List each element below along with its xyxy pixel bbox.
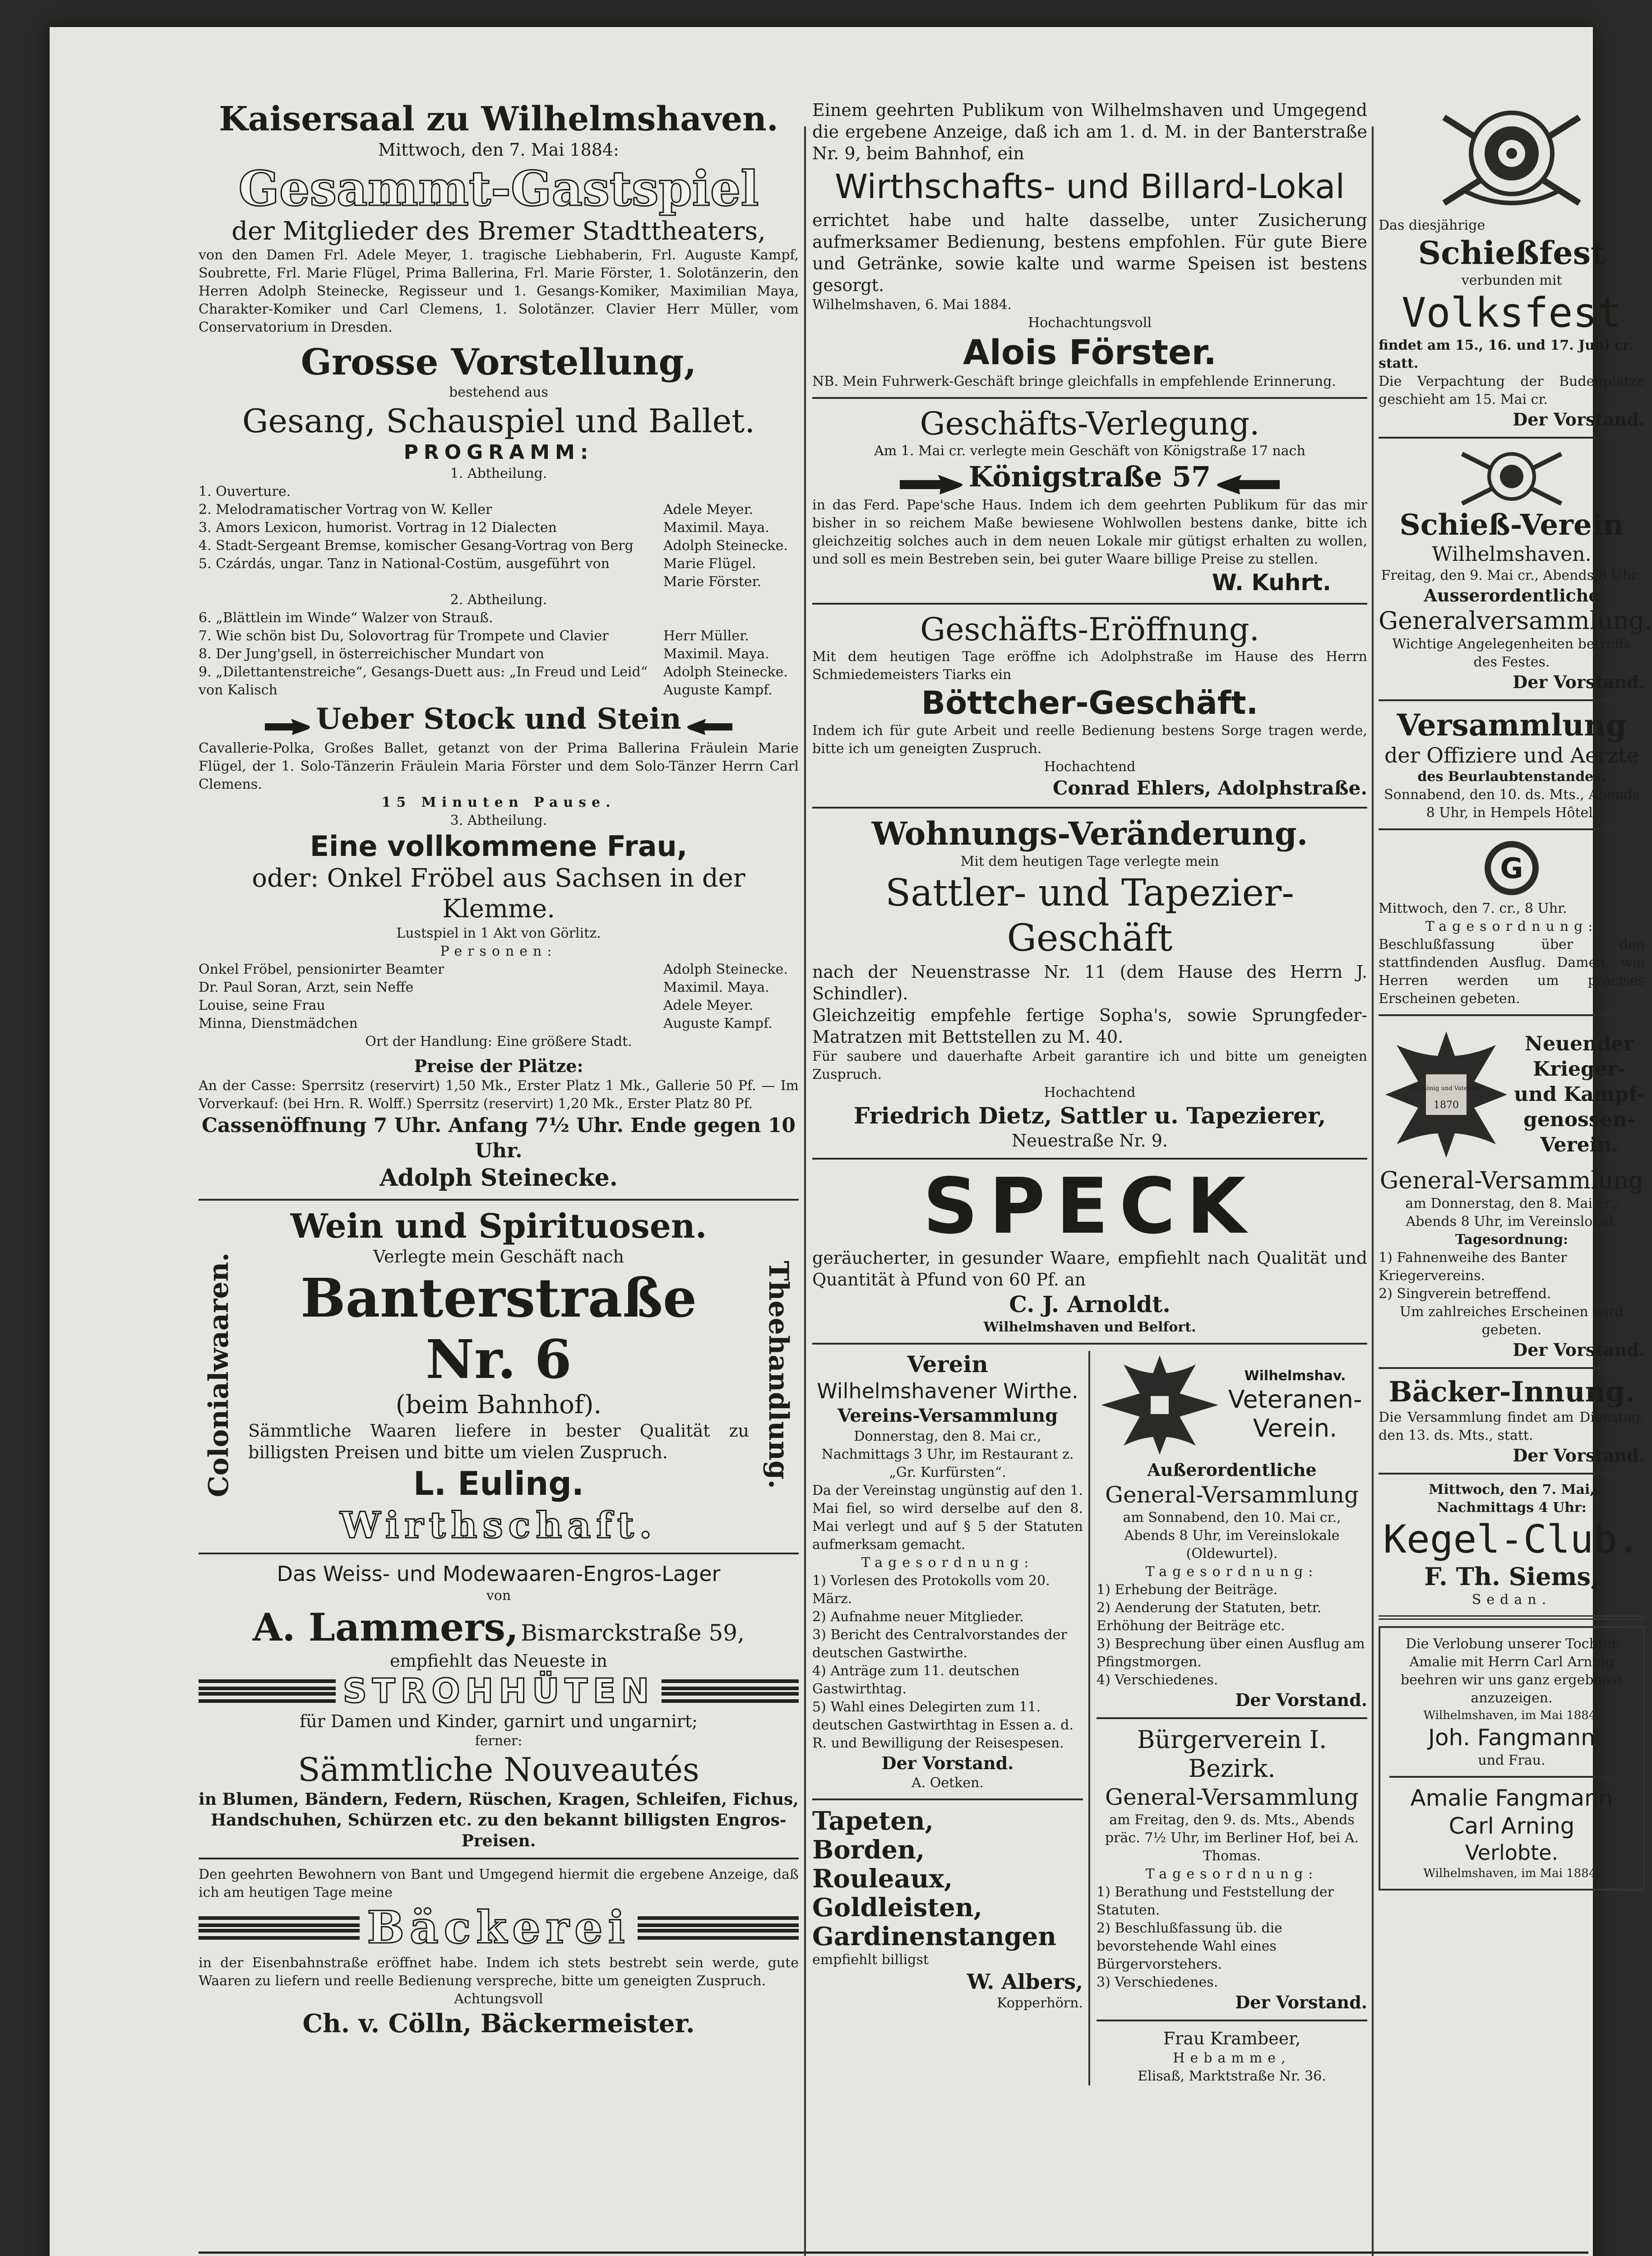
divider bbox=[199, 1858, 799, 1859]
verlegung-text1: Am 1. Mai cr. verlegte mein Geschäft von Königstraße 17 nach bbox=[874, 443, 1305, 459]
veteranen-title: Veteranen-Verein. bbox=[1228, 1385, 1362, 1442]
verlegung-address-row bbox=[812, 460, 1367, 496]
g-to: Tagesordnung: bbox=[1425, 919, 1598, 934]
lokal-title: Wirthschafts- und Billard-Lokal bbox=[834, 167, 1345, 206]
divider bbox=[1379, 699, 1645, 701]
baeckerei-name: Ch. v. Cölln, Bäckermeister. bbox=[302, 2008, 695, 2039]
krieger-to: Tagesordnung: bbox=[1455, 1232, 1569, 1248]
personen-label: Personen: bbox=[440, 943, 557, 959]
divider bbox=[812, 603, 1367, 605]
wohnung-title: Wohnungs-Veränderung. bbox=[871, 814, 1308, 852]
krieger-head bbox=[1379, 1022, 1645, 1167]
offiz-sub: der Offiziere und Aerzte bbox=[1384, 743, 1639, 767]
kreuz-year: 1870 bbox=[1434, 1100, 1459, 1111]
kaisersaal-date: Mittwoch, den 7. Mai 1884: bbox=[378, 140, 619, 160]
wohnung-text2: nach der Neuenstrasse Nr. 11 (dem Hause des Herrn J. Schindler). bbox=[812, 962, 1367, 1003]
frau-info: Lustspiel in 1 Akt von Görlitz. bbox=[396, 925, 601, 941]
divider bbox=[1379, 1367, 1645, 1369]
tapeten-item: Rouleaux, bbox=[812, 1863, 953, 1894]
program-item: 3. Amors Lexicon, humorist. Vortrag in 12 Dialecten Maximil. Maya. bbox=[199, 520, 769, 536]
hebamme-addr: Elisaß, Marktstraße Nr. 36. bbox=[1138, 2068, 1326, 2084]
krieger-text: Um zahlreiches Erscheinen wird gebeten. bbox=[1399, 1304, 1624, 1338]
wein-block bbox=[199, 1246, 799, 1504]
column-rule-right bbox=[1372, 126, 1374, 2256]
cast-item: Louise, seine Frau Adele Meyer. bbox=[199, 997, 754, 1013]
buerger-date: am Freitag, den 9. ds. Mts., Abends präc. 7½ Uhr, im Berliner Hof, bei A. Thomas. bbox=[1105, 1812, 1359, 1864]
wein-center bbox=[239, 1246, 758, 1504]
wirthe-verein: Verein bbox=[907, 1350, 988, 1378]
lager-title: Das Weiss- und Modewaaren-Engros-Lager bbox=[277, 1561, 721, 1586]
veteranen-date: am Sonnabend, den 10. Mai cr., Abends 8 Uhr, im Vereinslokale (Oldewurtel). bbox=[1123, 1509, 1341, 1562]
lager-von: von bbox=[486, 1587, 511, 1604]
paar-2: Carl Arning bbox=[1448, 1813, 1575, 1839]
divider bbox=[812, 807, 1367, 809]
schiess-title: Schießfest bbox=[1418, 234, 1606, 272]
divider bbox=[812, 1798, 1083, 1800]
kegel-place: Sedan. bbox=[1472, 1592, 1552, 1608]
krieger-date: am Donnerstag, den 8. Mai cr., Abends 8 Uhr, im Vereinslokal. bbox=[1405, 1196, 1618, 1230]
preise-title: Preise der Plätze: bbox=[414, 1055, 583, 1076]
lager-name-line bbox=[199, 1605, 799, 1650]
wohnung-text1: Mit dem heutigen Tage verlegte mein bbox=[960, 853, 1219, 869]
baeckerei-rule-right bbox=[638, 1914, 799, 1942]
gastspiel-subtitle: der Mitglieder des Bremer Stadttheaters, bbox=[231, 217, 766, 246]
verlegung-name: W. Kuhrt. bbox=[1212, 569, 1331, 596]
krieger-gv: General-Versammlung bbox=[1379, 1167, 1644, 1194]
program-item: 2. Melodramatischer Vortrag von W. Keller Adele Meyer. bbox=[199, 502, 754, 518]
baeckerei-rule-left bbox=[199, 1914, 360, 1942]
abtheilung-1: 1. Abtheilung. bbox=[450, 466, 547, 481]
wirthe-sign: Der Vorstand. bbox=[881, 1752, 1014, 1773]
eroeffnung-title: Geschäfts-Eröffnung. bbox=[920, 610, 1259, 648]
wirthe-tagesordnung: Tagesordnung: bbox=[861, 1554, 1034, 1571]
verlegung-text2: in das Ferd. Pape'sche Haus. Indem ich dem geehrten Publikum für das mir bisher in so reichem Maße bewiesene Wohlwollen bestens danke, bitte ich gleichzeitig solches auch in dem neuen Lokale mir gütigst erhalten zu wollen, und soll es mein Bestreben sein, bei guter Waare billige Preise zu stellen. bbox=[812, 497, 1367, 567]
veteranen-block bbox=[1097, 1351, 1367, 2085]
divider bbox=[1097, 1717, 1367, 1719]
buerger-item: 1) Berathung und Feststellung der Statuten. bbox=[1097, 1884, 1334, 1918]
strohhueten-row bbox=[199, 1672, 799, 1710]
program-item: 9. „Dilettantenstreiche“, Gesangs-Duett aus: „In Freud und Leid“ von Kalisch Adolph Steinecke. Auguste Kampf. bbox=[199, 664, 788, 698]
verlobung-date: Wilhelmshaven, im Mai 1884. bbox=[1423, 1709, 1600, 1722]
cast-item: Dr. Paul Soran, Arzt, sein Neffe Maximil. Maya. bbox=[199, 979, 769, 995]
kreuz-text: Für König und Vaterland bbox=[1409, 1085, 1483, 1092]
veteranen-head bbox=[1097, 1351, 1367, 1459]
wein-side-right: Theehandlung. bbox=[763, 1260, 795, 1489]
speck-addr: Wilhelmshaven und Belfort. bbox=[983, 1319, 1196, 1335]
baecker-title: Bäcker-Innung. bbox=[1388, 1375, 1635, 1408]
hebamme-name: Frau Krambeer, bbox=[1163, 2028, 1301, 2048]
buerger-item: 2) Beschlußfassung üb. die bevorstehende Wahl eines Bürgervorstehers. bbox=[1097, 1920, 1282, 1972]
pointing-hand-left-icon bbox=[684, 717, 733, 737]
g-letter: G bbox=[1500, 852, 1523, 885]
wohnung-name: Friedrich Dietz, Sattler u. Tapezierer, bbox=[853, 1102, 1326, 1129]
tapeten-item: Goldleisten, bbox=[812, 1892, 983, 1923]
wirthe-block bbox=[812, 1351, 1090, 2085]
programm-label: PROGRAMM: bbox=[403, 441, 594, 464]
baeckerei-title: Bäckerei bbox=[367, 1901, 630, 1954]
tapeten-item: Gardinenstangen bbox=[812, 1921, 1056, 1951]
hebamme-line bbox=[1097, 2028, 1367, 2049]
abtheilung-2: 2. Abtheilung. bbox=[450, 592, 547, 608]
wohnung-text3: Gleichzeitig empfehle fertige Sopha's, sowie Sprungfeder-Matratzen mit Bettstellen zu M. 40. bbox=[812, 1005, 1367, 1047]
veteranen-title-wrap bbox=[1223, 1367, 1367, 1443]
verlobung-box bbox=[1379, 1626, 1645, 1891]
schiess-sub: verbunden mit bbox=[1461, 273, 1562, 288]
divider bbox=[1379, 1014, 1645, 1016]
cast-list bbox=[199, 961, 799, 1033]
wein-name: L. Euling. bbox=[413, 1464, 584, 1502]
wohnung-addr: Neuestraße Nr. 9. bbox=[1012, 1130, 1168, 1151]
veteranen-item: 3) Besprechung über einen Ausflug am Pfingstmorgen. bbox=[1097, 1636, 1365, 1670]
wein-side-left-wrap bbox=[199, 1252, 239, 1497]
program-item: 1. Ouverture. bbox=[199, 484, 291, 499]
krieger-sign: Der Vorstand. bbox=[1513, 1340, 1645, 1360]
verlobte: Verlobte. bbox=[1465, 1840, 1559, 1865]
sv-ao: Ausserordentliche bbox=[1424, 585, 1600, 606]
baeckerei-row bbox=[199, 1902, 799, 1954]
shooting-target-icon bbox=[1435, 99, 1588, 217]
wirthe-text: Da der Vereinstag ungünstig auf den 1. Mai fiel, so wird derselbe auf den 8. Mai verlegt und auf § 5 der Statuten aufmerksam gemacht. bbox=[812, 1482, 1083, 1553]
krieger-item: 2) Singverein betreffend. bbox=[1379, 1286, 1551, 1302]
vereine-row bbox=[812, 1351, 1367, 2085]
wirthe-item: 2) Aufnahme neuer Mitglieder. bbox=[812, 1609, 1024, 1625]
baeckerei-gruss: Achtungsvoll bbox=[454, 1991, 543, 2007]
sv-sign: Der Vorstand. bbox=[1513, 672, 1645, 692]
strohhueten-sub: für Damen und Kinder, garnirt und ungarnirt; bbox=[300, 1711, 698, 1731]
pointing-hand-right-icon bbox=[264, 717, 314, 737]
newspaper-page bbox=[50, 27, 1652, 2256]
speck-text: geräucherter, in gesunder Waare, empfiehlt nach Qualität und Quantität à Pfund von 60 Pf. an bbox=[812, 1248, 1367, 1290]
sattler-title: Sattler- und Tapezier-Geschäft bbox=[885, 871, 1294, 960]
buerger-item: 3) Verschiedenes. bbox=[1097, 1974, 1218, 1990]
speck-name: C. J. Arnoldt. bbox=[1009, 1290, 1171, 1318]
strohhueten-rule-right bbox=[662, 1678, 799, 1705]
g-date: Mittwoch, den 7. cr., 8 Uhr. bbox=[1379, 901, 1567, 916]
eroeffnung-gruss: Hochachtend bbox=[1044, 758, 1136, 775]
target-emblem-wrap bbox=[1379, 99, 1645, 217]
tapeten-addr: Kopperhörn. bbox=[997, 1995, 1083, 2011]
hebamme-title: Hebamme, bbox=[1173, 2050, 1291, 2066]
wirthe-date: Donnerstag, den 8. Mai cr., Nachmittags 3 Uhr, im Restaurant z. „Gr. Kurfürsten“. bbox=[821, 1428, 1074, 1480]
preise-text: An der Casse: Sperrsitz (reservirt) 1,50 Mk., Erster Platz 1 Mk., Gallerie 50 Pf. — Im Vorverkauf: (bei Hrn. R. Wolff.) Sperrsitz (reservirt) 1,20 Mk., Erster Platz 80 Pf. bbox=[199, 1077, 799, 1112]
boettcher-title: Böttcher-Geschäft. bbox=[921, 684, 1259, 721]
baecker-sign: Der Vorstand. bbox=[1513, 1445, 1645, 1465]
divider bbox=[812, 1158, 1367, 1160]
divider bbox=[1097, 2020, 1367, 2021]
wirthe-item: 4) Anträge zum 11. deutschen Gastwirthtag. bbox=[812, 1663, 1020, 1697]
baeckerei-text: in der Eisenbahnstraße eröffnet habe. Indem ich stets bestrebt sein werde, gute Waaren zu liefern und reelle Bedienung verspreche, bitte um geneigten Zuspruch. bbox=[199, 1955, 799, 1989]
vorstellung-title: Grosse Vorstellung, bbox=[301, 341, 697, 383]
kegel-date: Mittwoch, den 7. Mai, Nachmittags 4 Uhr: bbox=[1429, 1482, 1595, 1516]
middle-column bbox=[812, 99, 1367, 2256]
iron-cross-icon bbox=[1379, 1022, 1514, 1167]
veteranen-small: Wilhelmshav. bbox=[1244, 1368, 1346, 1384]
program-item: 6. „Blättlein im Winde“ Walzer von Strauß. bbox=[199, 610, 493, 626]
wein-text1: Verlegte mein Geschäft nach bbox=[373, 1246, 624, 1267]
frau-title: Eine vollkommene Frau, bbox=[310, 829, 688, 863]
shooting-target-icon bbox=[1458, 445, 1566, 508]
program-list-2 bbox=[199, 609, 799, 699]
left-column bbox=[199, 99, 799, 2256]
volksfest: Volksfest bbox=[1402, 289, 1622, 337]
nouveautes: Sämmtliche Nouveautés bbox=[298, 1750, 699, 1789]
divider bbox=[1379, 437, 1645, 439]
volksfest-dates: findet am 15., 16. und 17. Juni cr. statt. bbox=[1379, 337, 1633, 371]
buerger-title: Bürgerverein I. Bezirk. bbox=[1137, 1725, 1327, 1783]
wohnung-text4: Für saubere und dauerhafte Arbeit garantire ich und bitte um geneigten Zuspruch. bbox=[812, 1048, 1367, 1082]
lokal-intro: Einem geehrten Publikum von Wilhelmshaven und Umgegend die ergebene Anzeige, daß ich am 1. d. M. in der Banterstraße Nr. 9, beim Bahnhof, ein bbox=[812, 100, 1367, 163]
divider bbox=[812, 1343, 1367, 1345]
cast-item: Minna, Dienstmädchen Auguste Kampf. bbox=[199, 1015, 773, 1031]
baecker-text: Die Versammlung findet am Dienstag, den 13. ds. Mts., statt. bbox=[1379, 1410, 1645, 1443]
abtheilung-3: 3. Abtheilung. bbox=[450, 812, 547, 828]
volksfest-text: Die Verpachtung der Budenplätze geschieht am 15. Mai cr. bbox=[1379, 374, 1645, 407]
veteranen-ao: Außerordentliche bbox=[1147, 1459, 1317, 1480]
lokal-name: Alois Förster. bbox=[963, 332, 1217, 372]
verlobung-text: Die Verlobung unserer Tochter Amalie mit Herrn Carl Arning beehren wir uns ganz ergebenst anzuzeigen. bbox=[1400, 1636, 1623, 1706]
verlobung-frau: und Frau. bbox=[1478, 1752, 1546, 1768]
lager-neueste: empfiehlt das Neueste in bbox=[390, 1650, 607, 1671]
gastspiel-cast: von den Damen Frl. Adele Meyer, 1. tragische Liebhaberin, Frl. Auguste Kampf, Soubrette, Frl. Marie Flügel, Prima Ballerina, Frl. Marie Förster, 1. Solotänzerin, den Herren Adolph Steinecke, Regisseur und 1. Gesangs-Komiker, Maximilian Maya, Charakter-Komiker und Carl Clemens, 1. Solotänzer. Clavier Herr Müller, vom Conservatorium in Dresden. bbox=[199, 247, 799, 335]
stock-title: Ueber Stock und Stein bbox=[316, 702, 681, 736]
schiess-intro: Das diesjährige bbox=[1379, 217, 1485, 233]
veteranen-item: 1) Erhebung der Beiträge. bbox=[1097, 1581, 1278, 1598]
frau-subtitle: oder: Onkel Fröbel aus Sachsen in der Klemme. bbox=[252, 863, 745, 924]
vorstellung-sub: bestehend aus bbox=[449, 384, 548, 400]
lager-name: A. Lammers, bbox=[253, 1604, 519, 1650]
kaisersaal-title: Kaisersaal zu Wilhelmshaven. bbox=[219, 100, 778, 139]
sv-place: Wilhelmshaven. bbox=[1432, 543, 1592, 566]
veteranen-gv: General-Versammlung bbox=[1105, 1481, 1359, 1508]
divider bbox=[199, 1553, 799, 1554]
double-divider bbox=[1379, 1615, 1645, 1620]
program-item: 5. Czárdás, ungar. Tanz in National-Costüm, ausgeführt von Marie Flügel. Marie Förster. bbox=[199, 556, 762, 590]
ferner: ferner: bbox=[475, 1733, 523, 1749]
wein-address: Banterstraße Nr. 6 bbox=[300, 1266, 697, 1391]
g-text: Beschlußfassung über den stattfindenden Ausflug. Damen, wie Herren werden um präcises Erscheinen gebeten. bbox=[1379, 937, 1645, 1007]
target-emblem-2-wrap bbox=[1379, 445, 1645, 508]
ort: Ort der Handlung: Eine größere Stadt. bbox=[365, 1033, 632, 1049]
divider bbox=[1379, 828, 1645, 830]
offiz-date: Sonnabend, den 10. ds. Mts., Abends 8 Uhr, in Hempels Hôtel. bbox=[1384, 787, 1639, 821]
buerger-to: Tagesordnung: bbox=[1145, 1866, 1319, 1882]
verlegung-title: Geschäfts-Verlegung. bbox=[920, 405, 1260, 442]
pause: 15 Minuten Pause. bbox=[381, 794, 616, 810]
nouveautes-items: in Blumen, Bändern, Federn, Rüschen, Kragen, Schleifen, Fichus, Handschuhen, Schürzen etc. zu den bekannt billigsten Engros-Preisen. bbox=[199, 1789, 799, 1850]
tapeten-sub: empfiehlt billigst bbox=[812, 1951, 929, 1968]
vorstellung-genres: Gesang, Schauspiel und Ballet. bbox=[242, 402, 755, 440]
stock-heading bbox=[199, 702, 799, 737]
tapeten-name: W. Albers, bbox=[967, 1969, 1083, 1994]
pointing-hand-left-icon bbox=[1213, 473, 1281, 496]
lokal-date: Wilhelmshaven, 6. Mai 1884. bbox=[812, 297, 1012, 313]
krieger-title: Neuender Krieger- und Kampf-genossen-Verein. bbox=[1514, 1032, 1645, 1156]
wein-bahnhof: (beim Bahnhof). bbox=[395, 1390, 602, 1419]
baeckerei-intro: Den geehrten Bewohnern von Bant und Umgegend hiermit die ergebene Anzeige, daß ich am heutigen Tage meine bbox=[199, 1866, 799, 1900]
divider bbox=[812, 397, 1367, 399]
program-item: 8. Der Jung'gsell, in österreichischer Mundart von Maximil. Maya. bbox=[199, 646, 769, 662]
wirthe-item: 5) Wahl eines Delegirten zum 11. deutschen Gastwirthtag in Essen a. d. R. und Bewilligung der Reisespesen. bbox=[812, 1699, 1074, 1751]
buerger-sign: Der Vorstand. bbox=[1235, 1992, 1367, 2012]
wirthe-sub: Vereins-Versammlung bbox=[837, 1405, 1058, 1426]
program-item: 4. Stadt-Sergeant Bremse, komischer Gesang-Vortrag von Berg Adolph Steinecke. bbox=[199, 538, 788, 554]
divider bbox=[199, 1199, 799, 1201]
divider bbox=[1389, 1776, 1634, 1778]
nb-text: NB. Mein Fuhrwerk-Geschäft bringe gleichfalls in empfehlende Erinnerung. bbox=[812, 374, 1336, 389]
wirthe-item: 3) Bericht des Centralvorstandes der deutschen Gastwirthe. bbox=[812, 1627, 1067, 1661]
wirthe-sign2: A. Oetken. bbox=[912, 1775, 984, 1791]
right-column bbox=[1379, 99, 1652, 2256]
buerger-gv: General-Versammlung bbox=[1105, 1784, 1359, 1810]
offiz-title: Versammlung bbox=[1397, 707, 1627, 743]
footer-rule bbox=[199, 2251, 1588, 2254]
tapeten-item: Borden, bbox=[812, 1835, 925, 1865]
gastspiel-title: Gesammt-Gastspiel bbox=[238, 160, 759, 217]
paar-1: Amalie Fangmann bbox=[1410, 1785, 1613, 1811]
sv-text: Wichtige Angelegenheiten betreffs des Festes. bbox=[1392, 636, 1631, 670]
stock-desc: Cavallerie-Polka, Großes Ballet, getanzt von der Prima Ballerina Fräulein Marie Flügel, der 1. Solo-Tänzerin Fräulein Maria Förster und dem Solo-Tänzer Herrn Carl Clemens. bbox=[199, 740, 799, 792]
veteranen-item: 2) Aenderung der Statuten, betr. Erhöhung der Beiträge etc. bbox=[1097, 1600, 1322, 1634]
steinecke-signature: Adolph Steinecke. bbox=[379, 1164, 618, 1192]
verlobte-date: Wilhelmshaven, im Mai 1884. bbox=[1423, 1867, 1600, 1880]
cast-item: Onkel Fröbel, pensionirter Beamter Adolph Steinecke. bbox=[199, 961, 788, 977]
volksfest-sign: Der Vorstand. bbox=[1513, 409, 1645, 430]
kegel-name: F. Th. Siems, bbox=[1424, 1562, 1599, 1591]
lokal-text: errichtet habe und halte dasselbe, unter Zusicherung aufmerksamer Bedienung, bestens empfohlen. Für gute Biere und Getränke, sowie kalte und warme Speisen ist bestens gesorgt. bbox=[812, 210, 1367, 295]
wohnung-gruss: Hochachtend bbox=[1044, 1084, 1136, 1100]
verlegung-address: Königstraße 57 bbox=[968, 460, 1211, 493]
eroeffnung-text1: Mit dem heutigen Tage eröffne ich Adolphstraße im Hause des Herrn Schmiedemeisters Tiarks ein bbox=[812, 648, 1367, 683]
strohhueten-rule-left bbox=[199, 1678, 336, 1705]
offiz-sub2: des Beurlaubtenstandes. bbox=[1417, 769, 1606, 785]
iron-cross-icon bbox=[1097, 1351, 1223, 1459]
wein-title: Wein und Spirituosen. bbox=[290, 1207, 707, 1246]
column-rule-left bbox=[804, 126, 806, 2256]
g-emblem-wrap bbox=[1379, 837, 1645, 900]
speck-title: SPECK bbox=[923, 1161, 1257, 1251]
pointing-hand-right-icon bbox=[899, 473, 967, 496]
veteranen-to: Tagesordnung: bbox=[1145, 1563, 1319, 1580]
verlobung-name: Joh. Fangmann bbox=[1428, 1724, 1595, 1751]
divider bbox=[1379, 1473, 1645, 1475]
tapeten-item: Tapeten, bbox=[812, 1806, 934, 1836]
wirthe-title: Wilhelmshavener Wirthe. bbox=[817, 1378, 1078, 1403]
eroeffnung-name: Conrad Ehlers, Adolphstraße. bbox=[1052, 777, 1367, 799]
kegel-title: Kegel-Club. bbox=[1383, 1517, 1640, 1562]
gymnastics-emblem-icon bbox=[1480, 837, 1543, 900]
eroeffnung-text2: Indem ich für gute Arbeit und reelle Bedienung bestens Sorge tragen werde, bitte ich um geneigten Zuspruch. bbox=[812, 722, 1367, 757]
wein-side-right-wrap bbox=[758, 1257, 799, 1492]
program-item: 7. Wie schön bist Du, Solovortrag für Trompete und Clavier Herr Müller. bbox=[199, 628, 749, 644]
sv-gv: Generalversammlung. bbox=[1379, 606, 1652, 635]
lager-address: Bismarckstraße 59, bbox=[521, 1619, 745, 1646]
sv-title: Schieß-Verein bbox=[1399, 508, 1624, 542]
oeffnung: Cassenöffnung 7 Uhr. Anfang 7½ Uhr. Ende gegen 10 Uhr. bbox=[202, 1114, 796, 1162]
wirthe-item: 1) Vorlesen des Protokolls vom 20. März. bbox=[812, 1572, 1050, 1607]
veteranen-item: 4) Verschiedenes. bbox=[1097, 1672, 1218, 1688]
lokal-gruss: Hochachtungsvoll bbox=[1028, 315, 1152, 331]
program-list-1 bbox=[199, 483, 799, 591]
veteranen-sign: Der Vorstand. bbox=[1235, 1689, 1367, 1710]
strohhueten: STROHHÜTEN bbox=[342, 1671, 655, 1710]
wein-text2: Sämmtliche Waaren liefere in bester Qualität zu billigsten Preisen und bitte um vielen Zuspruch. bbox=[248, 1420, 749, 1462]
wein-side-left: Colonialwaaren. bbox=[203, 1252, 235, 1497]
sv-date: Freitag, den 9. Mai cr., Abends 8 Uhr: bbox=[1381, 568, 1643, 583]
wirthschaft: Wirthschaft. bbox=[340, 1503, 657, 1546]
krieger-item: 1) Fahnenweihe des Banter Kriegervereins. bbox=[1379, 1250, 1567, 1284]
